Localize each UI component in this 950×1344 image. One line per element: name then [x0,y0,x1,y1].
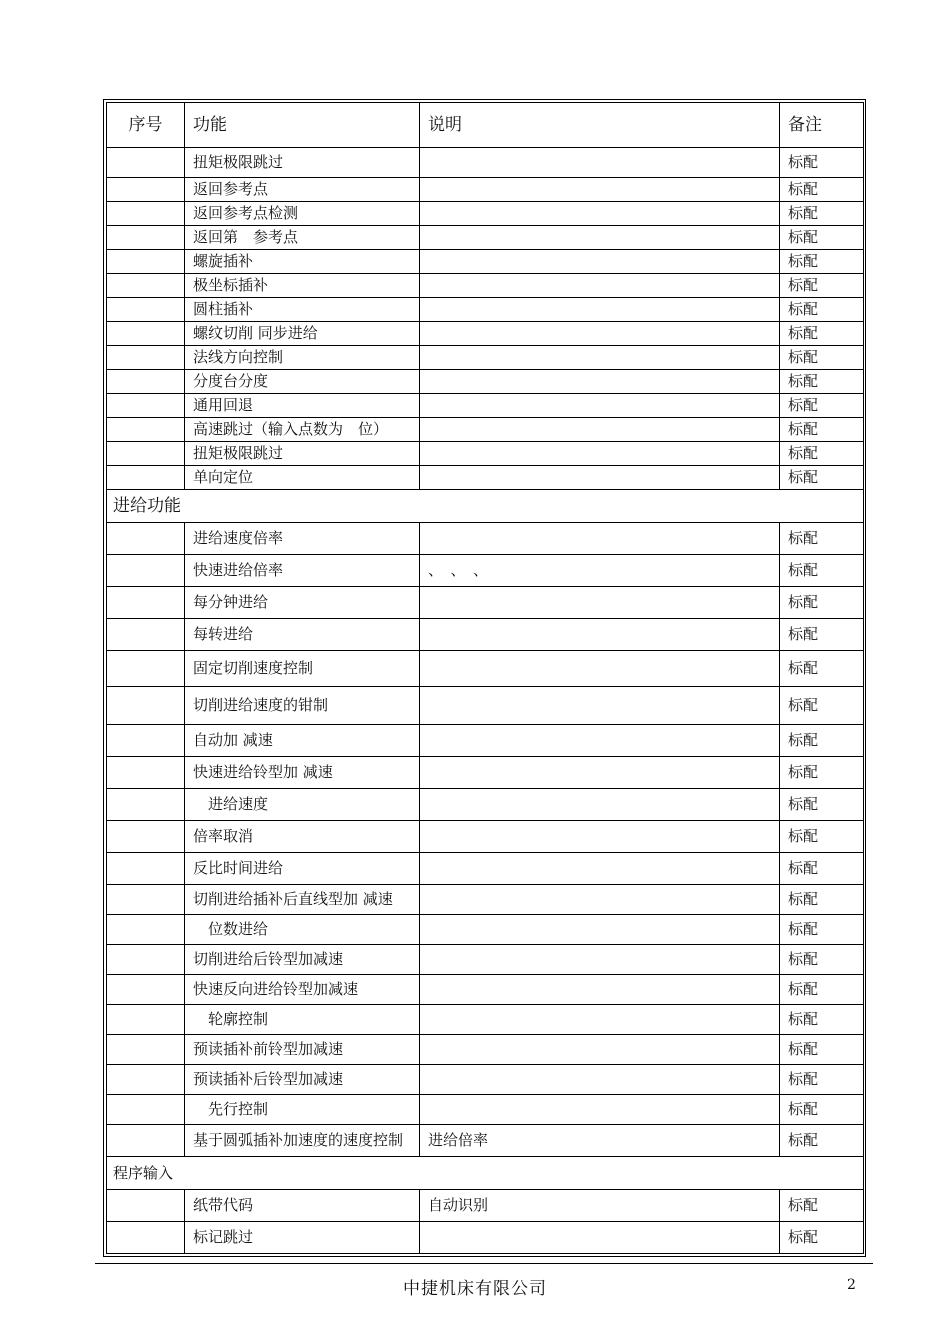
cell-remark: 标配 [780,226,864,250]
cell-function: 倍率取消 [185,821,420,853]
cell-description [420,1035,780,1065]
table-row [107,1125,864,1157]
cell-function: 预读插补前铃型加减速 [185,1035,420,1065]
table-row [107,945,864,975]
cell-description [420,523,780,555]
cell-description [420,274,780,298]
cell-remark: 标配 [780,178,864,202]
cell-no [107,885,185,915]
header-description: 说明 [420,103,780,148]
cell-function: 固定切削速度控制 [185,651,420,687]
section-row-feed [107,490,864,523]
table-row [107,555,864,587]
cell-no [107,370,185,394]
cell-function: 纸带代码 [185,1190,420,1222]
table-row [107,1095,864,1125]
cell-description [420,1005,780,1035]
cell-description [420,202,780,226]
cell-description [420,178,780,202]
header-function: 功能 [185,103,420,148]
cell-no [107,466,185,490]
table-row [107,274,864,298]
cell-description: 、 、 、 [420,555,780,587]
footer-page-number: 2 [847,1277,856,1293]
cell-no [107,322,185,346]
table-row [107,975,864,1005]
cell-no [107,651,185,687]
cell-function: 每分钟进给 [185,587,420,619]
table-row [107,619,864,651]
cell-description [420,418,780,442]
cell-no [107,821,185,853]
table-row [107,915,864,945]
cell-no [107,226,185,250]
cell-description [420,725,780,757]
table-row [107,202,864,226]
table-row [107,651,864,687]
cell-function: 进给速度 [185,789,420,821]
table-row [107,1035,864,1065]
cell-function: 快速反向进给铃型加减速 [185,975,420,1005]
cell-remark: 标配 [780,202,864,226]
cell-description [420,298,780,322]
cell-remark: 标配 [780,975,864,1005]
cell-no [107,757,185,789]
footer-divider [95,1263,873,1264]
cell-no [107,1035,185,1065]
cell-no [107,1065,185,1095]
section-title-feed: 进给功能 [107,490,864,523]
cell-no [107,945,185,975]
table-row [107,298,864,322]
cell-description [420,651,780,687]
cell-remark: 标配 [780,274,864,298]
cell-function: 法线方向控制 [185,346,420,370]
cell-no [107,1222,185,1254]
cell-description [420,789,780,821]
cell-function: 螺旋插补 [185,250,420,274]
cell-remark: 标配 [780,523,864,555]
table-row [107,821,864,853]
cell-remark: 标配 [780,1190,864,1222]
cell-remark: 标配 [780,789,864,821]
cell-no [107,1190,185,1222]
cell-function: 单向定位 [185,466,420,490]
cell-remark: 标配 [780,148,864,178]
cell-description [420,915,780,945]
cell-no [107,346,185,370]
cell-remark: 标配 [780,466,864,490]
cell-no [107,148,185,178]
cell-no [107,587,185,619]
group1-rows [107,148,864,490]
table-row [107,1222,864,1254]
table-row [107,370,864,394]
cell-function: 扭矩极限跳过 [185,442,420,466]
cell-no [107,394,185,418]
table-row [107,394,864,418]
cell-remark: 标配 [780,1035,864,1065]
cell-function: 自动加 减速 [185,725,420,757]
cell-no [107,202,185,226]
cell-function: 切削进给后铃型加减速 [185,945,420,975]
cell-function: 快速进给倍率 [185,555,420,587]
cell-function: 螺纹切削 同步进给 [185,322,420,346]
table-row [107,687,864,725]
cell-function: 极坐标插补 [185,274,420,298]
cell-description [420,466,780,490]
header-no: 序号 [107,103,185,148]
cell-remark: 标配 [780,651,864,687]
cell-description [420,226,780,250]
cell-no [107,687,185,725]
cell-function: 基于圆弧插补加速度的速度控制 [185,1125,420,1157]
cell-description [420,587,780,619]
cell-description [420,1065,780,1095]
cell-no [107,418,185,442]
cell-remark: 标配 [780,394,864,418]
cell-no [107,853,185,885]
table-row [107,442,864,466]
cell-function: 高速跳过（输入点数为 位） [185,418,420,442]
cell-no [107,789,185,821]
cell-remark: 标配 [780,821,864,853]
cell-description [420,975,780,1005]
cell-remark: 标配 [780,442,864,466]
cell-remark: 标配 [780,757,864,789]
cell-no [107,250,185,274]
cell-no [107,178,185,202]
cell-no [107,274,185,298]
cell-no [107,1125,185,1157]
table-row [107,757,864,789]
cell-remark: 标配 [780,346,864,370]
cell-remark: 标配 [780,1222,864,1254]
cell-no [107,975,185,1005]
cell-function: 切削进给插补后直线型加 减速 [185,885,420,915]
cell-no [107,298,185,322]
table-row [107,148,864,178]
cell-function: 分度台分度 [185,370,420,394]
cell-remark: 标配 [780,619,864,651]
feature-table-wrapper [103,99,866,1257]
table-row [107,725,864,757]
cell-function: 返回参考点检测 [185,202,420,226]
table-row [107,418,864,442]
footer-company: 中捷机床有限公司 [403,1279,547,1299]
cell-function: 位数进给 [185,915,420,945]
cell-description: 自动识别 [420,1190,780,1222]
cell-description [420,619,780,651]
cell-function: 返回参考点 [185,178,420,202]
cell-function: 每转进给 [185,619,420,651]
table-row [107,466,864,490]
section-row-program [107,1157,864,1190]
cell-remark: 标配 [780,725,864,757]
cell-description [420,853,780,885]
header-remark: 备注 [780,103,864,148]
table-row [107,853,864,885]
cell-no [107,725,185,757]
cell-function: 进给速度倍率 [185,523,420,555]
cell-description [420,148,780,178]
cell-no [107,915,185,945]
cell-function: 预读插补后铃型加减速 [185,1065,420,1095]
cell-function: 反比时间进给 [185,853,420,885]
table-row [107,1005,864,1035]
feed-rows [107,523,864,1157]
cell-function: 通用回退 [185,394,420,418]
table-row [107,226,864,250]
cell-description [420,1095,780,1125]
cell-description: 进给倍率 [420,1125,780,1157]
cell-remark: 标配 [780,555,864,587]
cell-no [107,442,185,466]
cell-function: 快速进给铃型加 减速 [185,757,420,789]
table-row [107,587,864,619]
cell-description [420,945,780,975]
cell-function: 轮廓控制 [185,1005,420,1035]
cell-no [107,523,185,555]
cell-function: 圆柱插补 [185,298,420,322]
cell-function: 切削进给速度的钳制 [185,687,420,725]
cell-no [107,1095,185,1125]
program-rows [107,1190,864,1254]
cell-remark: 标配 [780,250,864,274]
cell-description [420,394,780,418]
table-row [107,1065,864,1095]
cell-description [420,370,780,394]
cell-remark: 标配 [780,1065,864,1095]
cell-no [107,1005,185,1035]
cell-remark: 标配 [780,885,864,915]
section-title-program: 程序输入 [107,1157,864,1190]
cell-remark: 标配 [780,1095,864,1125]
table-row [107,885,864,915]
cell-description [420,442,780,466]
table-row [107,346,864,370]
cell-remark: 标配 [780,298,864,322]
cell-remark: 标配 [780,1125,864,1157]
cell-description [420,821,780,853]
cell-remark: 标配 [780,915,864,945]
cell-remark: 标配 [780,418,864,442]
cell-description [420,250,780,274]
cell-no [107,555,185,587]
cell-description [420,757,780,789]
table-row [107,1190,864,1222]
cell-remark: 标配 [780,945,864,975]
table-row [107,322,864,346]
cell-remark: 标配 [780,853,864,885]
cell-function: 扭矩极限跳过 [185,148,420,178]
cell-description [420,1222,780,1254]
cell-description [420,687,780,725]
cell-function: 先行控制 [185,1095,420,1125]
cell-remark: 标配 [780,1005,864,1035]
table-row [107,789,864,821]
cell-remark: 标配 [780,687,864,725]
cell-function: 标记跳过 [185,1222,420,1254]
cell-description [420,322,780,346]
cell-description [420,885,780,915]
feature-table [106,102,864,1254]
cell-no [107,619,185,651]
cell-function: 返回第 参考点 [185,226,420,250]
cell-description [420,346,780,370]
table-row [107,250,864,274]
cell-remark: 标配 [780,370,864,394]
table-row [107,523,864,555]
table-row [107,178,864,202]
table-header-row [107,103,864,148]
cell-remark: 标配 [780,587,864,619]
cell-remark: 标配 [780,322,864,346]
